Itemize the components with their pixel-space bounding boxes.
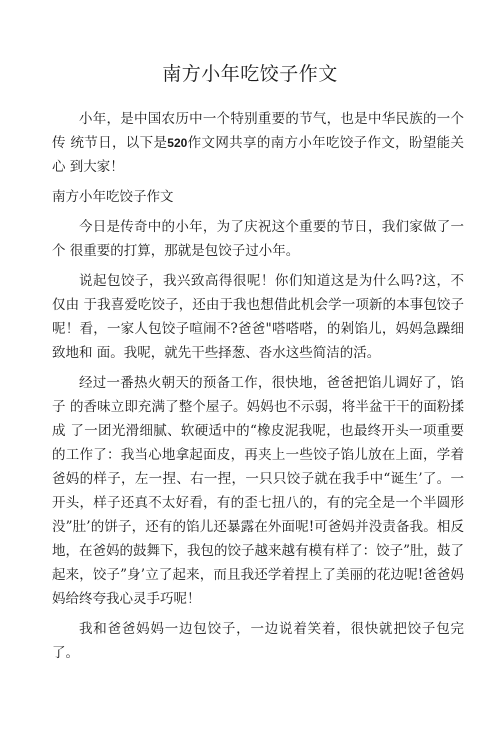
subtitle-line: 南方小年吃饺子作文 <box>52 189 174 205</box>
intro-number: 520 <box>167 136 188 150</box>
paragraph-5: 我和爸爸妈妈一边包饺子，一边说着笑着，很快就把饺子包完了。 <box>52 621 464 661</box>
document-title: 南方小年吃饺子作文 <box>162 63 338 85</box>
document-body <box>52 107 464 671</box>
paragraph-intro <box>52 107 464 179</box>
paragraph-3: 说起包饺子，我兴致高得很呢！你们知道这是为什么吗?这，不仅由 于我喜爱吃饺子，还由于我也想借此机会学一项新的本事包饺子呢！看，一家人包饺子喧闹不?爸爸"嗒嗒嗒，的剁馅儿，妈妈急躁细致地和 面。我呢，就先干些择葱、沓水这些简洁的活。 <box>52 273 464 361</box>
paragraph-2: 今日是传奇中的小年，为了庆祝这个重要的节日，我们家做了一个 很重要的打算，那就是包饺子过小年。 <box>52 219 464 259</box>
intro-text-end: 作文网共享的南方小年吃饺子作文，盼望能关心 到大家！ <box>52 135 464 175</box>
intro-text-start: 小年，是中国农历中一个特别重要的节气，也是中华民族的一个传 统节日，以下是 <box>52 111 464 151</box>
paragraph-4: 经过一番热火朝天的预备工作，很快地，爸爸把馅儿调好了，馅子 的香味立即充满了整个屋子。妈妈也不示弱，将半盆干干的面粉揉成 了一团光滑细腻、软硬适中的“橡皮泥我呢，也最终开头一项重要 的工作了：我当心地拿起面皮，再夹上一些饺子馅儿放在上面，学着 爸妈的样子，左一捏、右一捏，一只只饺子就在我手中“诞生’了。一 开头，样子还真不太好看，有的歪七扭八的，有的完全是一个半圆形 没”肚’的饼子，还有的馅儿还暴露在外面呢!可爸妈并没责备我。相反 地，在爸妈的鼓舞下，我包的饺子越来越有模有样了：饺子”肚，鼓了 起来，饺子”身’立了起来，而且我还学着捏上了美丽的花边呢!爸爸妈 妈给终夸我心灵手巧呢！ <box>52 375 464 607</box>
